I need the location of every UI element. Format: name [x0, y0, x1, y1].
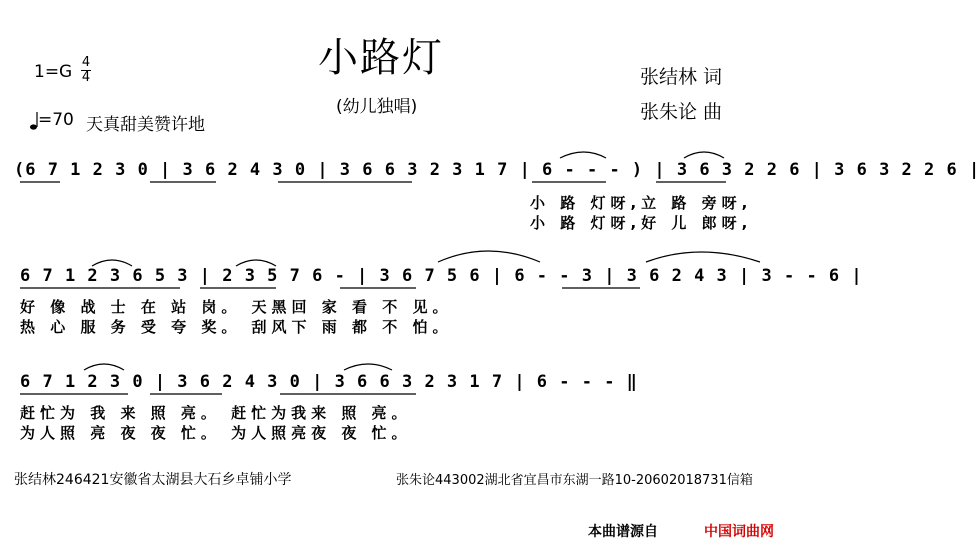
page-title: 小路灯 [318, 35, 444, 81]
time-signature-top: 4 [81, 55, 91, 70]
lyricist: 张结林 词 [640, 66, 723, 88]
score-line-3-lyric-1: 赶忙为 我 来 照 亮。 赶忙为我来 照 亮。 [20, 404, 412, 422]
subtitle: (幼儿独唱) [336, 97, 418, 117]
source-label: 本曲谱源自 [588, 524, 658, 540]
score-line-1-lyric-2: 小 路 灯呀,好 儿 郎呀, [530, 214, 753, 232]
score-line-2-lyric-1: 好 像 战 士 在 站 岗。 天黑回 家 看 不 见。 [20, 298, 453, 316]
score-line-1-notes: (6 7 1 2 3 0 | 3 6 2 4 3 0 | 3 6 6 3 2 3 1 7 | 6 - - - ) | 3 6 3 2 2 6 | 3 6 3 2 2 6 | [14, 160, 980, 180]
key-signature: 1=G [34, 62, 73, 82]
score-line-1-lyric-1: 小 路 灯呀,立 路 旁呀, [530, 194, 753, 212]
score-line-2-notes: 6 7 1 2 3 6 5 3 | 2 3 5 7 6 - | 3 6 7 5 6 | 6 - - 3 | 3 6 2 4 3 | 3 - - 6 | [20, 266, 863, 286]
footer-right-address: 张朱论443002湖北省宜昌市东湖一路10-20602018731信箱 [396, 473, 753, 488]
site-link[interactable]: 中国词曲网 [704, 524, 774, 540]
composer: 张朱论 曲 [640, 101, 723, 123]
tempo-marking: =70 [38, 110, 74, 130]
score-line-3-notes: 6 7 1 2 3 0 | 3 6 2 4 3 0 | 3 6 6 3 2 3 1 7 | 6 - - - ‖ [20, 372, 638, 392]
score-line-3-lyric-2: 为人照 亮 夜 夜 忙。 为人照亮夜 夜 忙。 [20, 424, 412, 442]
footer-left-address: 张结林246421安徽省太湖县大石乡卓铺小学 [14, 472, 292, 488]
score-line-2-lyric-2: 热 心 服 务 受 夸 奖。 刮风下 雨 都 不 怕。 [20, 318, 453, 336]
time-signature-bottom: 4 [81, 70, 91, 85]
expression-marking: 天真甜美赞许地 [86, 115, 205, 135]
